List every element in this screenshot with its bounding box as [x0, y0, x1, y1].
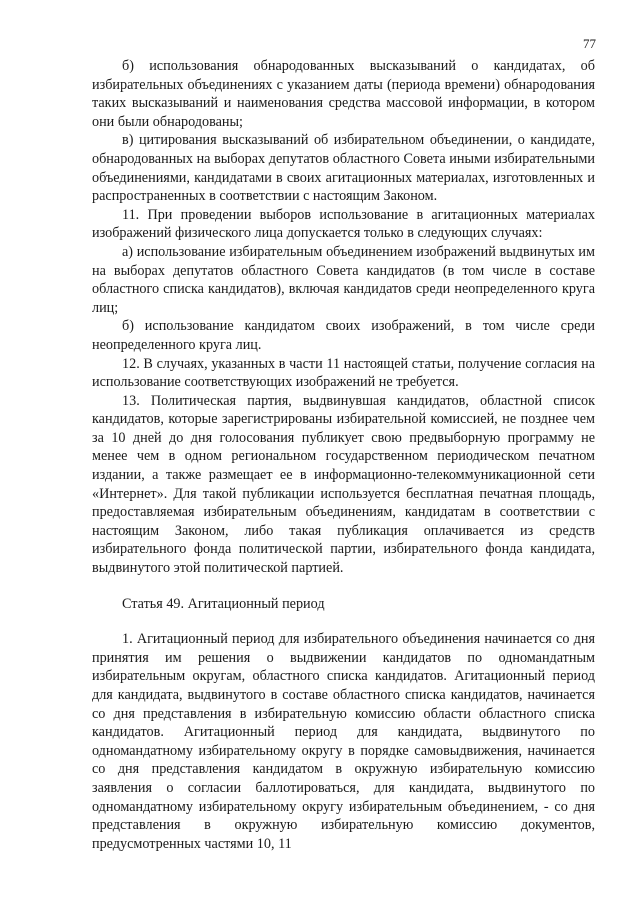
document-body [92, 57, 595, 853]
paragraph: 11. При проведении выборов использование в агитационных материалах изображений физического лица допускается только в следующих случаях: [92, 206, 595, 242]
paragraph: 13. Политическая партия, выдвинувшая кандидатов, областной список кандидатов, которые зарегистрированы избирательной комиссией, не позднее чем за 10 дней до дня голосования публикует свою предвыборную программу не менее чем в одном региональном государственном периодическом печатном издании, а также размещает ее в информационно-телекоммуникационной сети «Интернет». Для такой публикации используется бесплатная печатная площадь, предоставляемая избирательным объединениям, кандидатам в соответствии с настоящим Законом, либо такая публикация оплачивается из средств избирательного фонда политической партии, избирательного фонда кандидата, выдвинутого этой политической партией. [92, 392, 595, 577]
paragraph: б) использование кандидатом своих изображений, в том числе среди неопределенного круга лиц. [92, 318, 595, 353]
paragraph: 1. Агитационный период для избирательного объединения начинается со дня принятия им решения о выдвижении кандидатов по одномандатным избирательным округам, областного списка кандидатов. Агитационный период для кандидата, выдвинутого в составе областного списка кандидатов, начинается со дня представления в избирательную комиссию области областного списка кандидатов. Агитационный период для кандидата, выдвинутого по одномандатному избирательному округу в порядке самовыдвижения, начинается со дня представления кандидатом в окружную избирательную комиссию заявления о согласии баллотироваться, для кандидата, выдвинутого по одномандатному избирательному округу избирательным объединением, - со дня представления в окружную избирательную комиссию документов, предусмотренных частями 10, 11 [92, 631, 595, 852]
paragraph: 12. В случаях, указанных в части 11 настоящей статьи, получение согласия на использование соответствующих изображений не требуется. [92, 355, 595, 391]
paragraph: в) цитирования высказываний об избирательном объединении, о кандидате, обнародованных на выборах депутатов областного Совета иными избирательными объединениями, кандидатами в своих агитационных материалах, изготовленных и распространенных в соответствии с настоящим Законом. [92, 132, 595, 205]
article-heading: Статья 49. Агитационный период [122, 595, 325, 612]
page-number: 77 [583, 36, 596, 51]
paragraph: б) использования обнародованных высказываний о кандидатах, об избирательных объединениях с указанием даты (периода времени) обнародования таких высказываний и наименования средства массовой информации, в котором они были обнародованы; [92, 58, 595, 130]
paragraph: а) использование избирательным объединением изображений выдвинутых им на выборах депутатов областного Совета кандидатов (в том числе в составе областного списка кандидатов), включая кандидатов среди неопределенного круга лиц; [92, 243, 595, 316]
